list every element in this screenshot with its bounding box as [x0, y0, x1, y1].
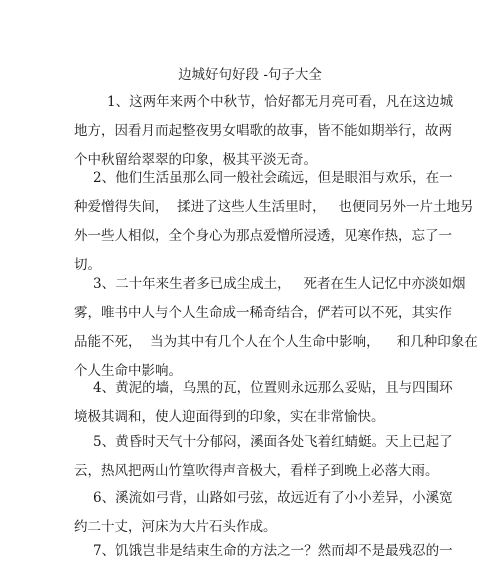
paragraph-line: 品能不死， 当为其中有几个人在个人生命中影响， 和几种印象在	[74, 334, 478, 350]
paragraph-3	[74, 270, 478, 386]
paragraph-line: 3、二十年来生者多已成尘成土， 死者在生人记忆中亦淡如烟	[93, 276, 466, 292]
paragraph-line: 境极其调和，使人迎面得到的印象，实在非常愉快。	[74, 409, 385, 425]
document-title: 边城好句好段 -句子大全	[178, 67, 322, 83]
paragraph-line: 切。	[74, 257, 101, 273]
paragraph-line: 1、这两年来两个中秋节，恰好都无月亮可看，凡在这边城	[107, 94, 454, 110]
paragraph-line: 个人生命中影响。	[74, 363, 182, 379]
paragraph-1	[74, 88, 454, 175]
paragraph-5	[74, 428, 453, 486]
paragraph-line: 6、溪流如弓背，山路如弓弦，故远近有了小小差异，小溪宽	[93, 490, 453, 506]
paragraph-line: 外一些人相似，全个身心为那点爱憎所浸透，见寒作热，忘了一	[74, 228, 452, 244]
paragraph-line: 个中秋留给翠翠的印象，极其平淡无奇。	[74, 152, 317, 168]
paragraph-line: 7、饥饿岂非是结束生命的方法之一？然而却不是最残忍的一	[93, 543, 453, 559]
paragraph-7	[74, 537, 453, 566]
paragraph-line: 种爱憎得失间， 揉进了这些人生活里时， 也便同另外一片土地另	[74, 199, 474, 215]
paragraph-line: 2、他们生活虽那么同一般社会疏远，但是眼泪与欢乐，在一	[93, 170, 453, 186]
paragraph-line: 约二十丈，河床为大片石头作成。	[74, 519, 277, 535]
paragraph-4	[74, 374, 453, 432]
paragraph-2	[74, 164, 474, 280]
paragraph-line: 雾，唯书中人与个人生命成一稀奇结合，俨若可以不死，其实作	[74, 305, 452, 321]
paragraph-6	[74, 484, 453, 542]
paragraph-line: 5、黄昏时天气十分郁闷，溪面各处飞着红蜻蜓。天上已起了	[93, 434, 453, 450]
paragraph-line: 云，热风把两山竹篁吹得声音极大，看样子到晚上必落大雨。	[74, 463, 439, 479]
paragraph-line: 地方，因看月而起整夜男女唱歌的故事，皆不能如期举行，故两	[74, 123, 452, 139]
paragraph-line: 4、黄泥的墙，乌黑的瓦，位置则永远那么妥贴，且与四围环	[93, 380, 453, 396]
